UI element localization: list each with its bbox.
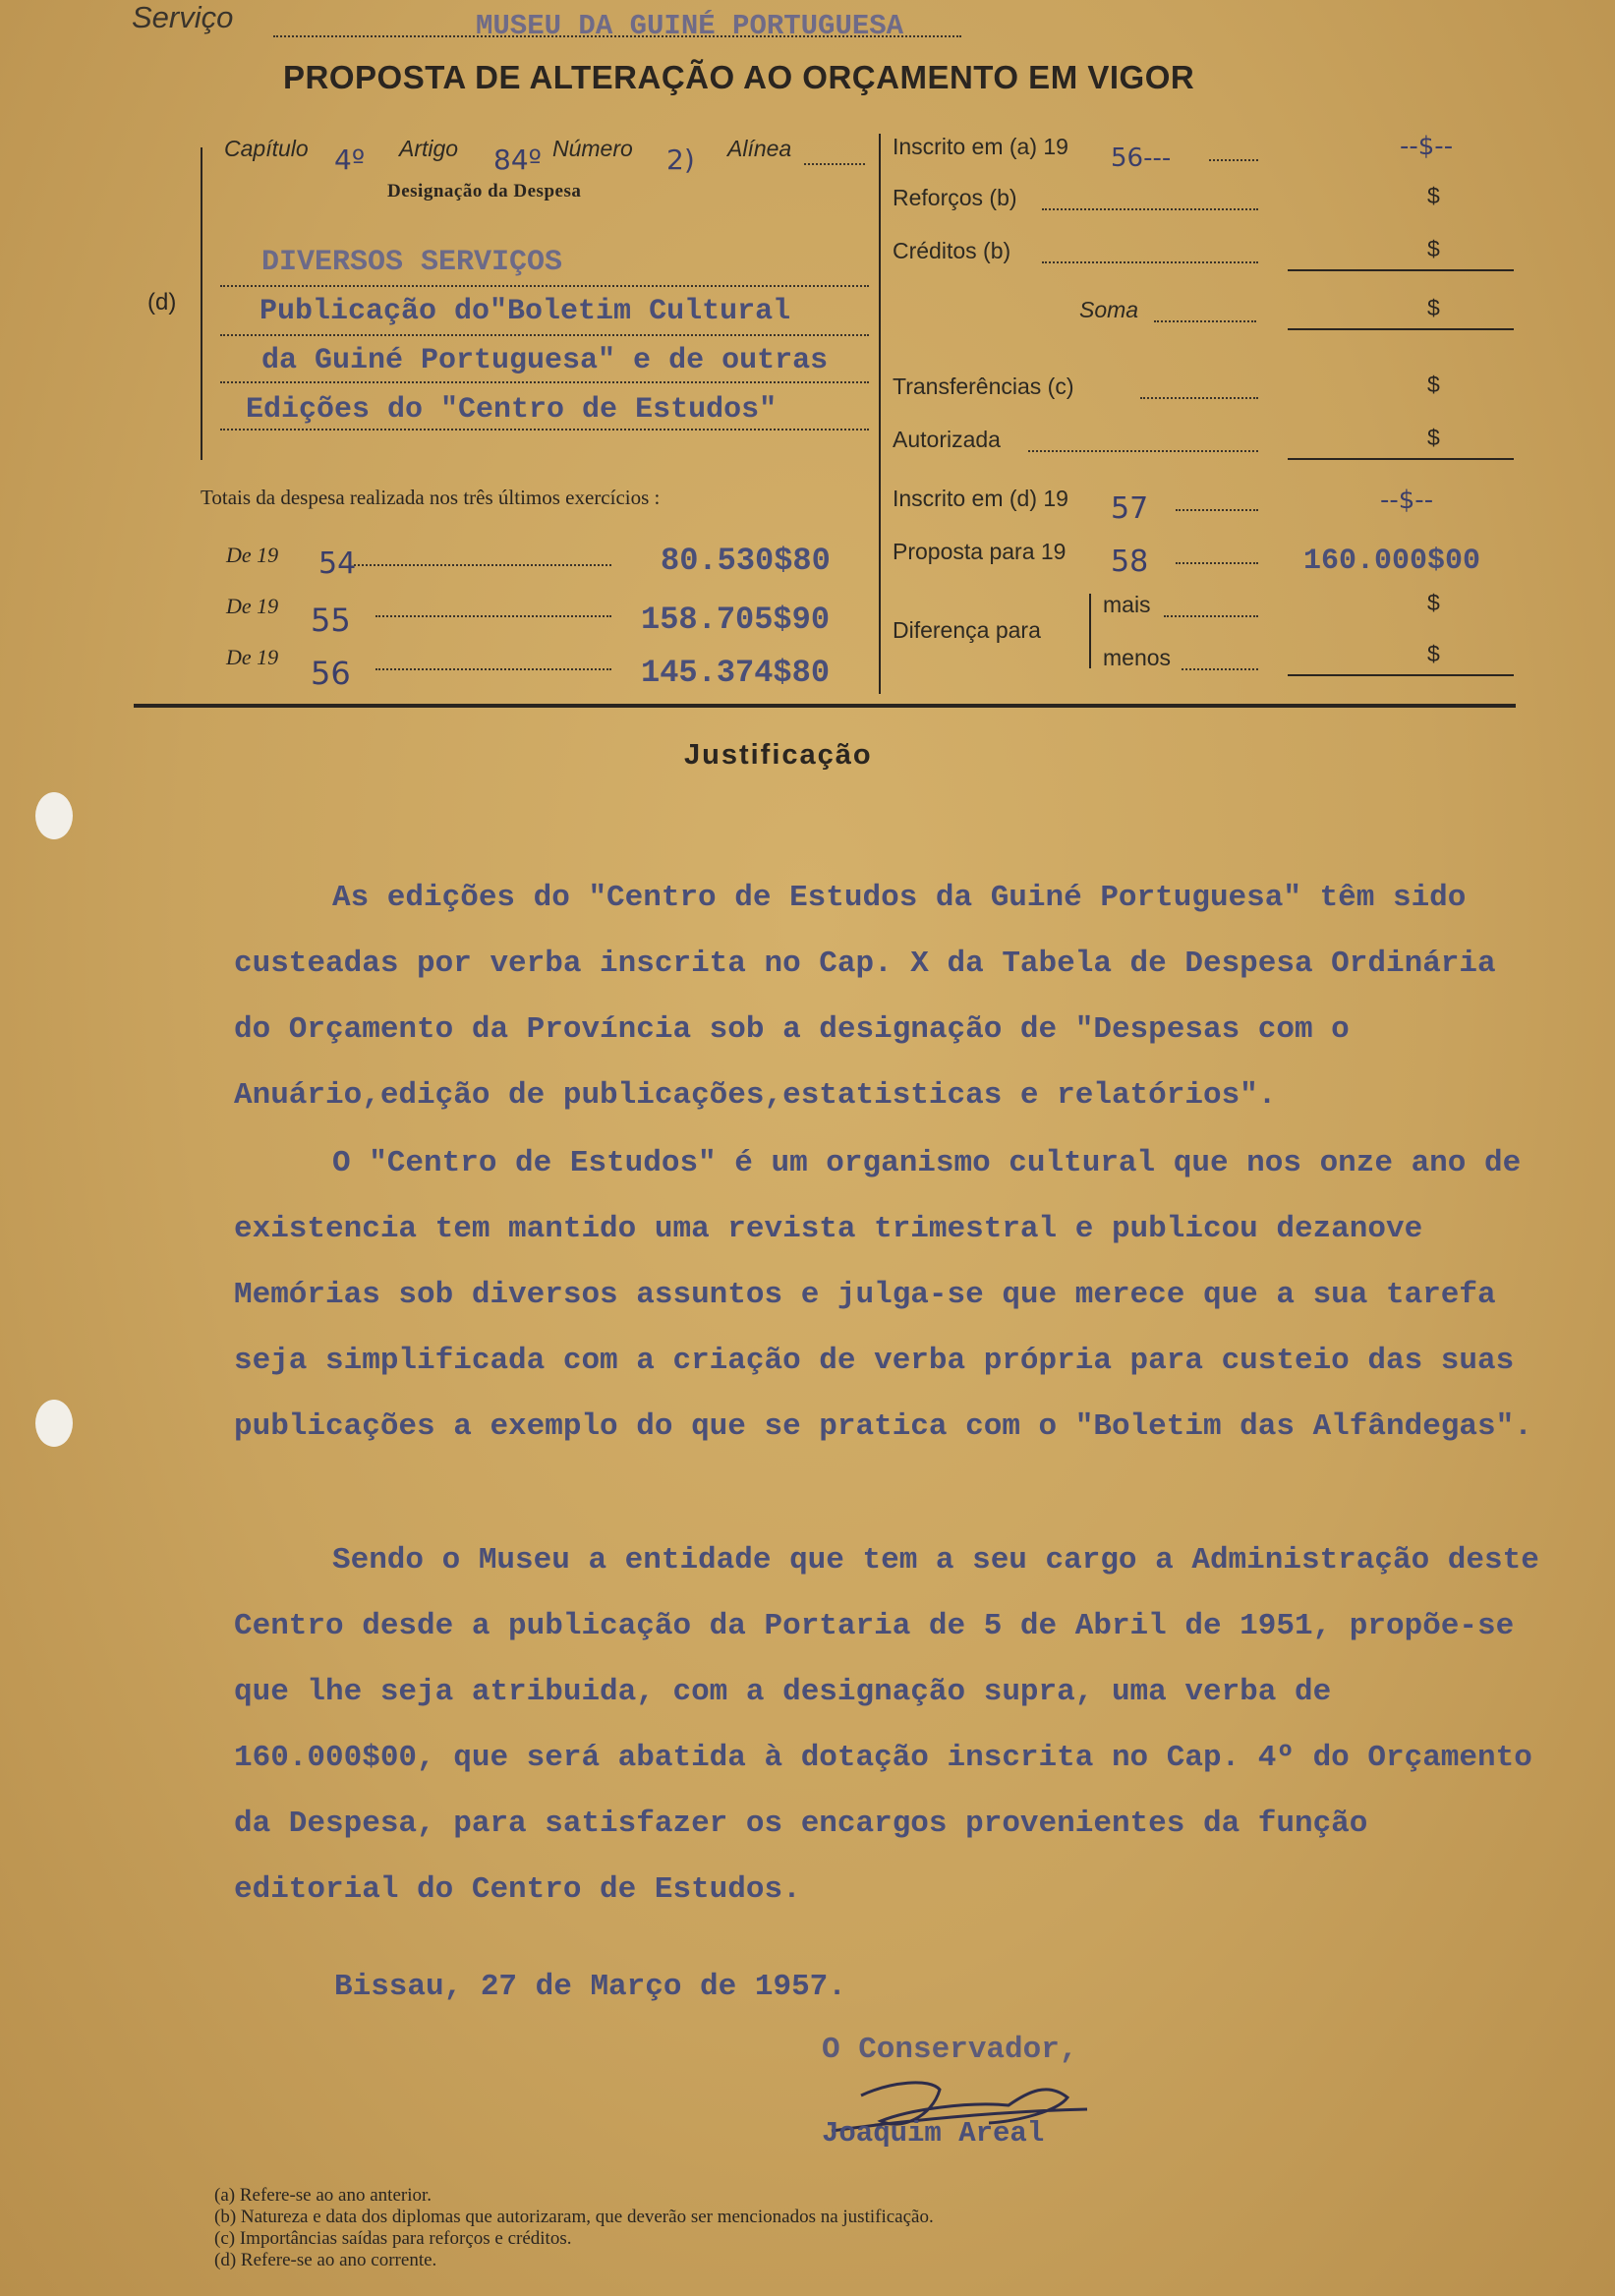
capitulo-label: Capítulo <box>224 136 309 161</box>
proposta-label: Proposta para 19 <box>893 539 1067 564</box>
totals-row-3-prefix: De 19 <box>226 645 279 669</box>
soma-dots <box>1154 320 1256 322</box>
proposta-value: 160.000$00 <box>1303 545 1481 578</box>
justification-paragraph-3: Sendo o Museu a entidade que tem a seu cargo a Administração deste Centro desde a publicação da Portaria de 5 de Abril de 1951, propõe-se que lhe seja atribuida, com a designação supra, uma verba de 160.000$00, que será abatida à dotação inscrita no Cap. 4º do Orçamento da Despesa, para satisfazer os encargos provenientes da função editorial do Centro de Estudos. <box>234 1543 1539 1907</box>
proposta-year: 58 <box>1111 545 1149 579</box>
autorizada-underline <box>1288 458 1514 460</box>
totals-row-3-year: 56 <box>311 655 351 692</box>
designacao-line-4 <box>220 429 869 430</box>
place-date: Bissau, 27 de Março de 1957. <box>334 1970 846 2004</box>
designacao-line-3 <box>220 381 869 383</box>
designacao-text-2: Publicação do"Boletim Cultural <box>260 295 791 328</box>
mais-currency: $ <box>1427 590 1440 615</box>
creditos-dots <box>1042 261 1258 263</box>
totals-row-2-prefix: De 19 <box>226 594 279 618</box>
menos-underline <box>1288 674 1514 676</box>
inscrito-a-value: --$-- <box>1400 132 1454 161</box>
transferencias-dots <box>1140 397 1258 399</box>
soma-label: Soma <box>1079 297 1139 322</box>
creditos-label: Créditos (b) <box>893 238 1011 263</box>
transferencias-currency: $ <box>1427 372 1440 397</box>
servico-label: Serviço <box>132 0 234 34</box>
section-divider <box>879 134 881 694</box>
footnote-d: (d) Refere-se ao ano corrente. <box>214 2250 437 2270</box>
mais-dots <box>1164 615 1258 617</box>
soma-underline <box>1288 328 1514 330</box>
justification-paragraph-1: As edições do "Centro de Estudos da Guiné Portuguesa" têm sido custeadas por verba inscrita no Cap. X da Tabela de Despesa Ordinária do Orçamento da Província sob a designação de "Despesas com o Anuário,edição de publicações,estatisticas e relatórios". <box>234 881 1496 1113</box>
d-marker: (d) <box>147 289 177 316</box>
totals-row-1-dots <box>354 564 611 566</box>
proposta-dots <box>1176 562 1258 564</box>
servico-value: MUSEU DA GUINÉ PORTUGUESA <box>476 10 904 42</box>
reforcos-label: Reforços (b) <box>893 185 1017 210</box>
signatory-title: O Conservador, <box>822 2033 1078 2067</box>
totals-row-3-dots <box>375 668 611 670</box>
autorizada-currency: $ <box>1427 425 1440 450</box>
signatory-name: Joaquim Areal <box>822 2117 1045 2150</box>
totals-row-1-prefix: De 19 <box>226 543 279 567</box>
punch-hole-bottom <box>35 1400 73 1447</box>
capitulo-value: 4º <box>334 144 366 176</box>
totals-row-3-amount: 145.374$80 <box>641 655 831 691</box>
totals-row-2-year: 55 <box>311 602 351 639</box>
designacao-text-4: Edições do "Centro de Estudos" <box>246 393 778 427</box>
alinea-label: Alínea <box>727 136 792 161</box>
totals-row-2-dots <box>375 615 611 617</box>
totals-label: Totais da despesa realizada nos três últimos exercícios : <box>201 486 661 509</box>
designacao-text-3: da Guiné Portuguesa" e de outras <box>261 344 829 377</box>
left-bracket-line <box>201 147 202 460</box>
totals-row-1-year: 54 <box>318 546 357 581</box>
mais-label: mais <box>1103 592 1151 617</box>
menos-dots <box>1182 668 1258 670</box>
totals-row-2-amount: 158.705$90 <box>641 602 831 638</box>
numero-label: Número <box>552 136 633 161</box>
diferenca-label: Diferença para <box>893 617 1041 643</box>
artigo-value: 84º <box>493 144 542 176</box>
creditos-currency: $ <box>1427 236 1440 261</box>
justification-heading: Justificação <box>684 739 873 771</box>
inscrito-d-dots <box>1176 509 1258 511</box>
footnote-c: (c) Importâncias saídas para reforços e créditos. <box>214 2228 572 2249</box>
alinea-dotted-line <box>804 163 865 165</box>
soma-currency: $ <box>1427 295 1440 320</box>
creditos-underline <box>1288 269 1514 271</box>
inscrito-a-dots <box>1209 159 1258 161</box>
inscrito-d-label: Inscrito em (d) 19 <box>893 486 1068 511</box>
transferencias-label: Transferências (c) <box>893 373 1074 399</box>
numero-value: 2) <box>666 144 695 176</box>
autorizada-label: Autorizada <box>893 427 1001 452</box>
artigo-label: Artigo <box>399 136 459 161</box>
inscrito-a-label: Inscrito em (a) 19 <box>893 134 1068 159</box>
section-separator <box>134 704 1516 708</box>
diferenca-bracket <box>1089 594 1091 668</box>
footnote-b: (b) Natureza e data dos diplomas que autorizaram, que deverão ser mencionados na justificação. <box>214 2207 934 2227</box>
inscrito-a-year: 56--- <box>1111 144 1172 173</box>
totals-row-1-amount: 80.530$80 <box>661 543 831 579</box>
autorizada-dots <box>1028 450 1258 452</box>
designacao-text-1: DIVERSOS SERVIÇOS <box>261 246 563 279</box>
footnote-a: (a) Refere-se ao ano anterior. <box>214 2185 433 2206</box>
menos-currency: $ <box>1427 641 1440 666</box>
reforcos-currency: $ <box>1427 183 1440 208</box>
designacao-line-1 <box>220 285 869 287</box>
designacao-label: Designação da Despesa <box>387 181 582 201</box>
reforcos-dots <box>1042 208 1258 210</box>
justification-paragraph-2: O "Centro de Estudos" é um organismo cultural que nos onze ano de existencia tem mantido uma revista trimestral e publicou dezanove Memórias sob diversos assuntos e julga-se que merece que a sua tarefa seja simplificada com a criação de verba própria para custeio das suas publicações a exemplo do que se pratica com o "Boletim das Alfândegas". <box>234 1146 1532 1444</box>
inscrito-d-year: 57 <box>1111 491 1149 526</box>
inscrito-d-value: --$-- <box>1380 486 1434 515</box>
menos-label: menos <box>1103 645 1172 670</box>
document-title: PROPOSTA DE ALTERAÇÃO AO ORÇAMENTO EM VIGOR <box>283 59 1195 95</box>
designacao-line-2 <box>220 334 869 336</box>
punch-hole-top <box>35 792 73 839</box>
